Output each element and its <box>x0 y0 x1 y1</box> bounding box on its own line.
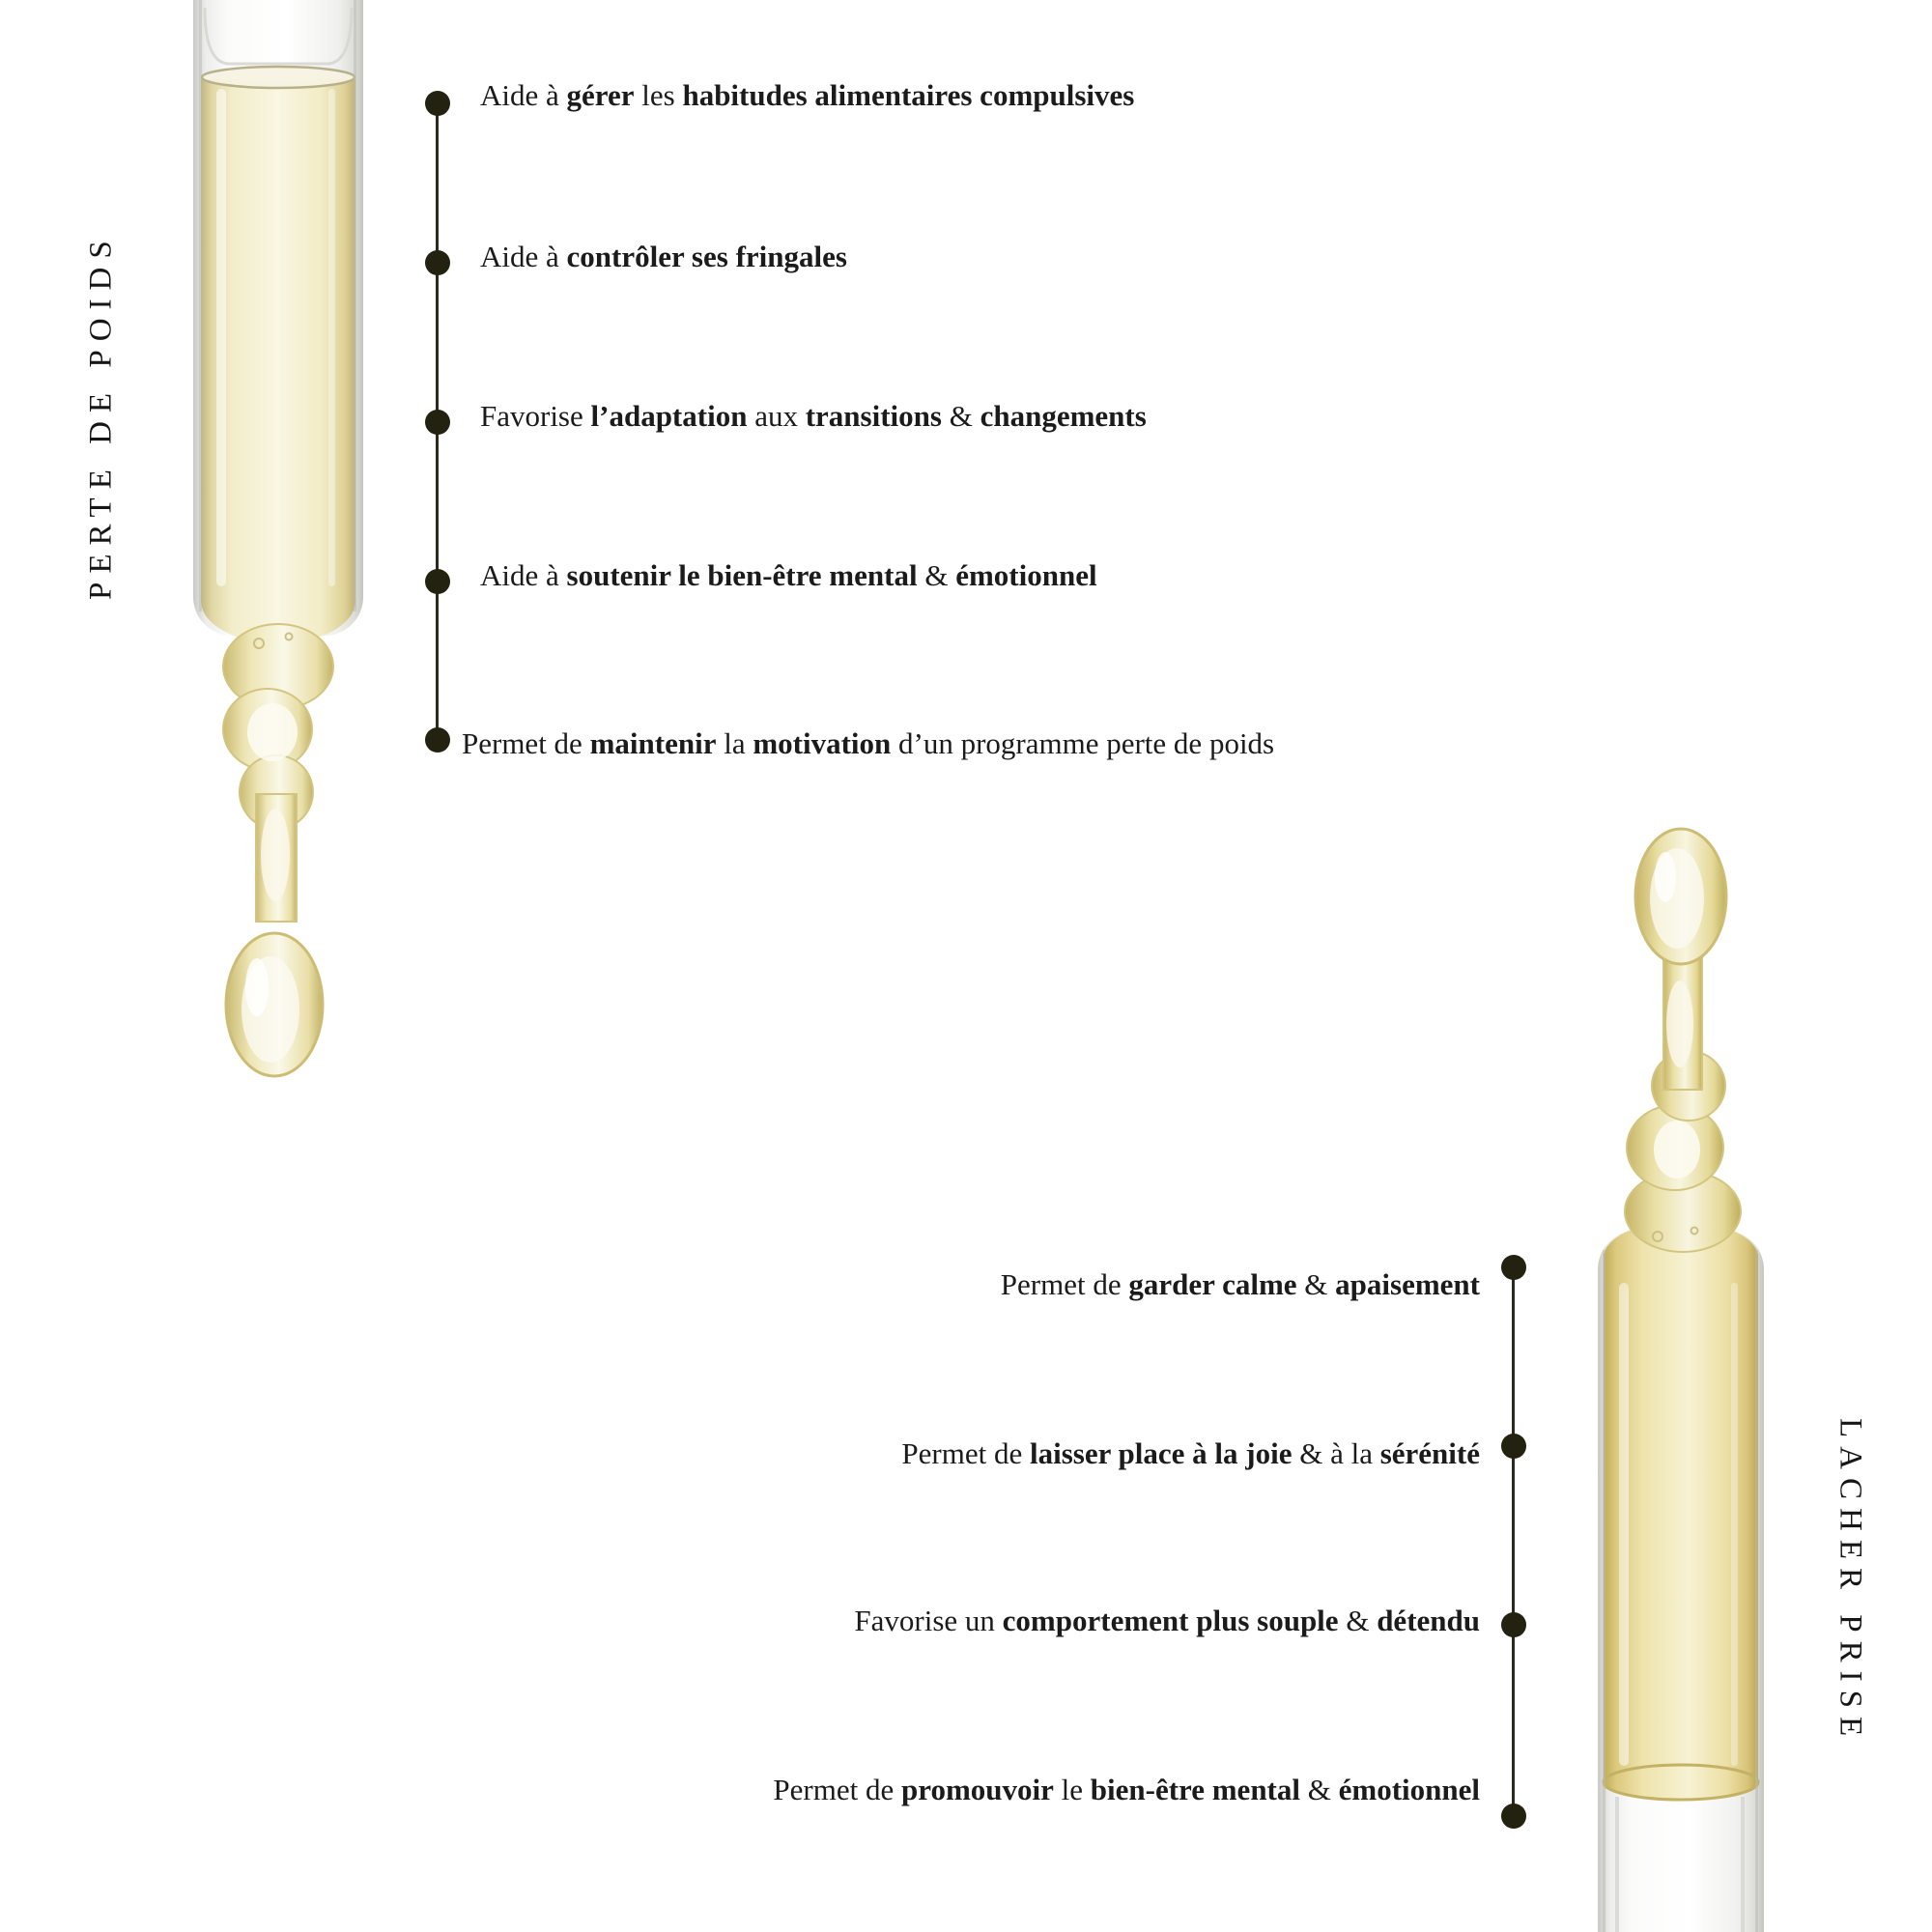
bullet-dot <box>1501 1804 1526 1829</box>
text-segment: Permet de <box>1000 1267 1129 1301</box>
text-segment: contrôler ses fringales <box>566 240 847 273</box>
text-segment: détendu <box>1377 1604 1480 1637</box>
text-segment: émotionnel <box>1338 1773 1480 1806</box>
side-label-perte-de-poids: PERTE DE POIDS <box>83 232 119 600</box>
bullet-dot <box>425 250 450 275</box>
benefit-item <box>854 1600 1480 1642</box>
text-segment: motivation <box>753 726 892 760</box>
text-segment: Aide à <box>480 78 567 112</box>
text-segment: & <box>1300 1773 1339 1806</box>
benefit-item <box>480 395 1147 438</box>
text-segment: maintenir <box>589 726 717 760</box>
text-segment: & <box>917 558 956 592</box>
text-segment: l’adaptation <box>590 399 748 433</box>
benefit-item <box>480 554 1097 597</box>
text-segment: Aide à <box>480 558 567 592</box>
text-segment: & <box>1296 1267 1336 1301</box>
side-label-lacher-prise: LACHER PRISE <box>1833 1418 1868 1746</box>
benefit-item <box>773 1769 1480 1811</box>
text-segment: Permet de <box>462 726 590 760</box>
text-segment: Favorise un <box>854 1604 1003 1637</box>
bullet-dot <box>425 569 450 594</box>
text-segment: d’un programme perte de poids <box>891 726 1275 760</box>
text-segment: Permet de <box>773 1773 901 1806</box>
bullet-dot <box>1501 1434 1526 1459</box>
text-segment: aux <box>747 399 806 433</box>
text-segment: & <box>941 399 980 433</box>
bullet-dot <box>1501 1612 1526 1637</box>
text-segment: Favorise <box>480 399 591 433</box>
text-segment: soutenir le bien-être mental <box>566 558 918 592</box>
text-segment: bien-être mental <box>1090 1773 1300 1806</box>
dropper-pipette-image-bottom <box>1594 821 1768 1932</box>
text-segment: sérénité <box>1379 1436 1480 1470</box>
bullet-dot <box>1501 1255 1526 1280</box>
text-segment: changements <box>980 399 1147 433</box>
text-segment: gérer <box>566 78 635 112</box>
text-segment: Permet de <box>901 1436 1030 1470</box>
dropper-pipette-image-top <box>191 0 365 1092</box>
text-segment: & <box>1338 1604 1378 1637</box>
text-segment: les <box>634 78 683 112</box>
text-segment: apaisement <box>1335 1267 1480 1301</box>
benefit-item <box>480 236 847 278</box>
benefit-item <box>462 723 1274 765</box>
connector-line-bottom <box>1512 1267 1515 1816</box>
text-segment: comportement plus souple <box>1002 1604 1339 1637</box>
benefit-item <box>1001 1264 1480 1306</box>
text-segment: le <box>1053 1773 1091 1806</box>
text-segment: la <box>716 726 753 760</box>
text-segment: transitions <box>805 399 942 433</box>
benefit-item <box>480 74 1134 117</box>
text-segment: habitudes alimentaires compulsives <box>682 78 1135 112</box>
text-segment: émotionnel <box>955 558 1097 592</box>
text-segment: Aide à <box>480 240 567 273</box>
bullet-dot <box>425 91 450 116</box>
bullet-dot <box>425 727 450 753</box>
text-segment: laisser place à la joie <box>1029 1436 1293 1470</box>
text-segment: garder calme <box>1128 1267 1297 1301</box>
benefit-item <box>901 1433 1480 1475</box>
bullet-dot <box>425 410 450 435</box>
text-segment: promouvoir <box>901 1773 1054 1806</box>
text-segment: & à la <box>1292 1436 1380 1470</box>
